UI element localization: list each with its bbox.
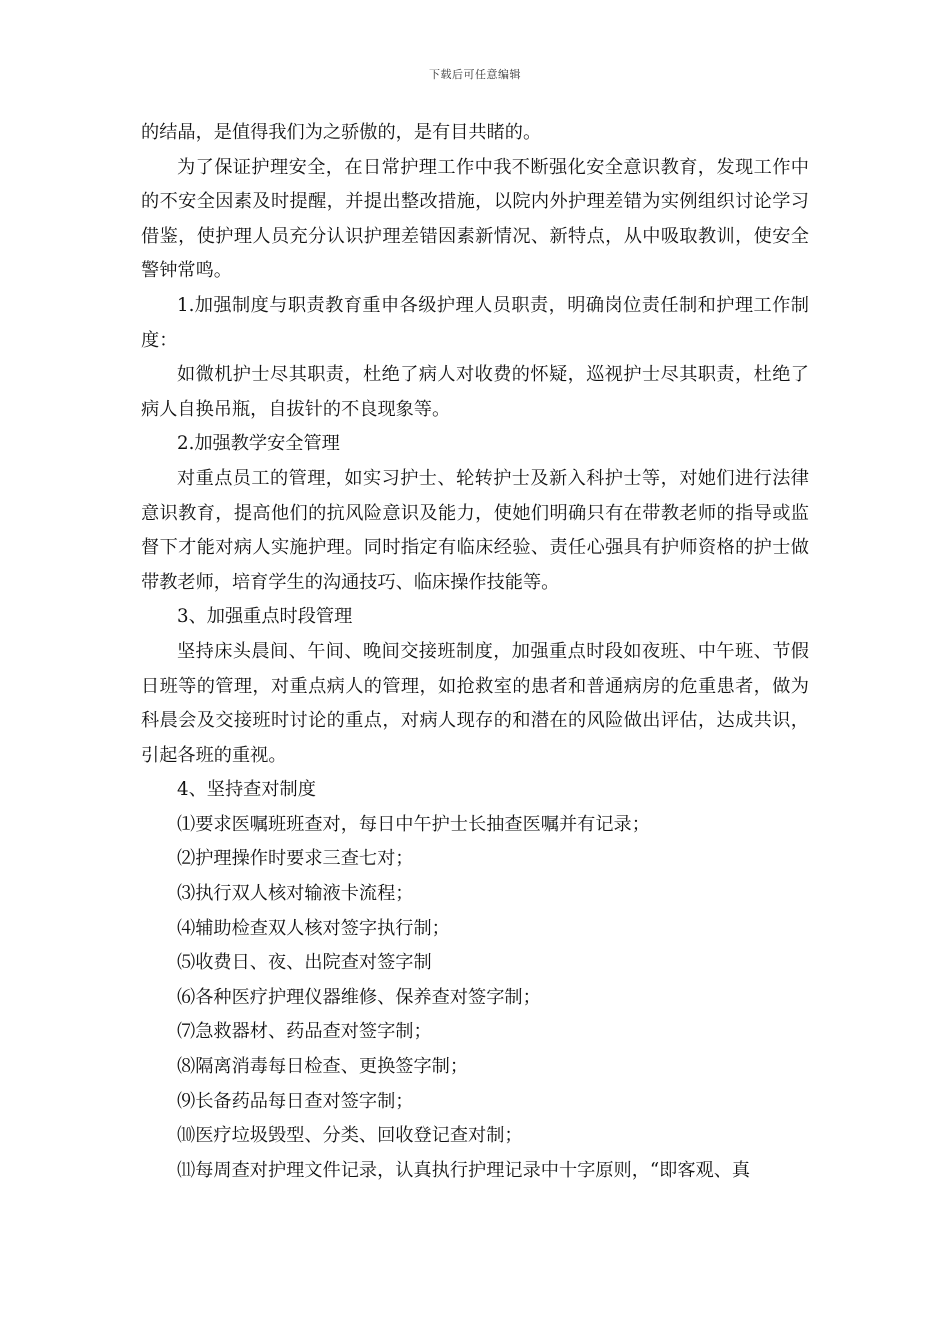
section-heading: 4、坚持查对制度 <box>177 779 316 801</box>
list-item: ⑷辅助检查双人核对签字执行制； <box>177 917 450 939</box>
paragraph: 的结晶，是值得我们为之骄傲的，是有目共睹的。 <box>141 122 542 143</box>
list-item: ⑾每周查对护理文件记录，认真执行护理记录中十字原则，“即客观、真 <box>177 1159 751 1181</box>
list-item: ⑶执行双人核对输液卡流程； <box>177 883 414 905</box>
paragraph: 如微机护士尽其职责，杜绝了病人对收费的怀疑，巡视护士尽其职责，杜绝了病人自换吊瓶，自拔针的不良现象等。 <box>141 364 809 420</box>
list-item: ⑻隔离消毒每日检查、更换签字制； <box>177 1056 469 1078</box>
list-item: ⑽医疗垃圾毁型、分类、回收登记查对制； <box>177 1125 523 1147</box>
section-heading: 1.加强制度与职责教育重申各级护理人员职责，明确岗位责任制和护理工作制度： <box>141 294 809 351</box>
list-item: ⑵护理操作时要求三查七对； <box>177 848 414 870</box>
list-item: ⑸收费日、夜、出院查对签字制 <box>177 952 432 974</box>
paragraph: 对重点员工的管理，如实习护士、轮转护士及新入科护士等，对她们进行法律意识教育，提高他们的抗风险意识及能力，使她们明确只有在带教老师的指导或监督下才能对病人实施护理。同时指定有临床经验、责任心强具有护师资格的护士做带教老师，培育学生的沟通技巧、临床操作技能等。 <box>141 467 809 593</box>
paragraph: 为了保证护理安全，在日常护理工作中我不断强化安全意识教育，发现工作中的不安全因素及时提醒，并提出整改措施，以院内外护理差错为实例组织讨论学习借鉴，使护理人员充分认识护理差错因素新情况、新特点，从中吸取教训，使安全警钟常鸣。 <box>141 156 809 282</box>
section-heading: 2.加强教学安全管理 <box>177 433 340 455</box>
page-header: 下载后可任意编辑 <box>429 68 521 81</box>
list-item: ⑼长备药品每日查对签字制； <box>177 1090 414 1112</box>
list-item: ⑺急救器材、药品查对签字制； <box>177 1021 432 1043</box>
list-item: ⑹各种医疗护理仪器维修、保养查对签字制； <box>177 986 541 1008</box>
body-text <box>141 116 809 1188</box>
list-item: ⑴要求医嘱班班查对，每日中午护士长抽查医嘱并有记录； <box>177 813 650 835</box>
paragraph: 坚持床头晨间、午间、晚间交接班制度，加强重点时段如夜班、中午班、节假日班等的管理，对重点病人的管理，如抢救室的患者和普通病房的危重患者，做为科晨会及交接班时讨论的重点，对病人现存的和潜在的风险做出评估，达成共识，引起各班的重视。 <box>141 640 809 766</box>
section-heading: 3、加强重点时段管理 <box>177 606 353 628</box>
